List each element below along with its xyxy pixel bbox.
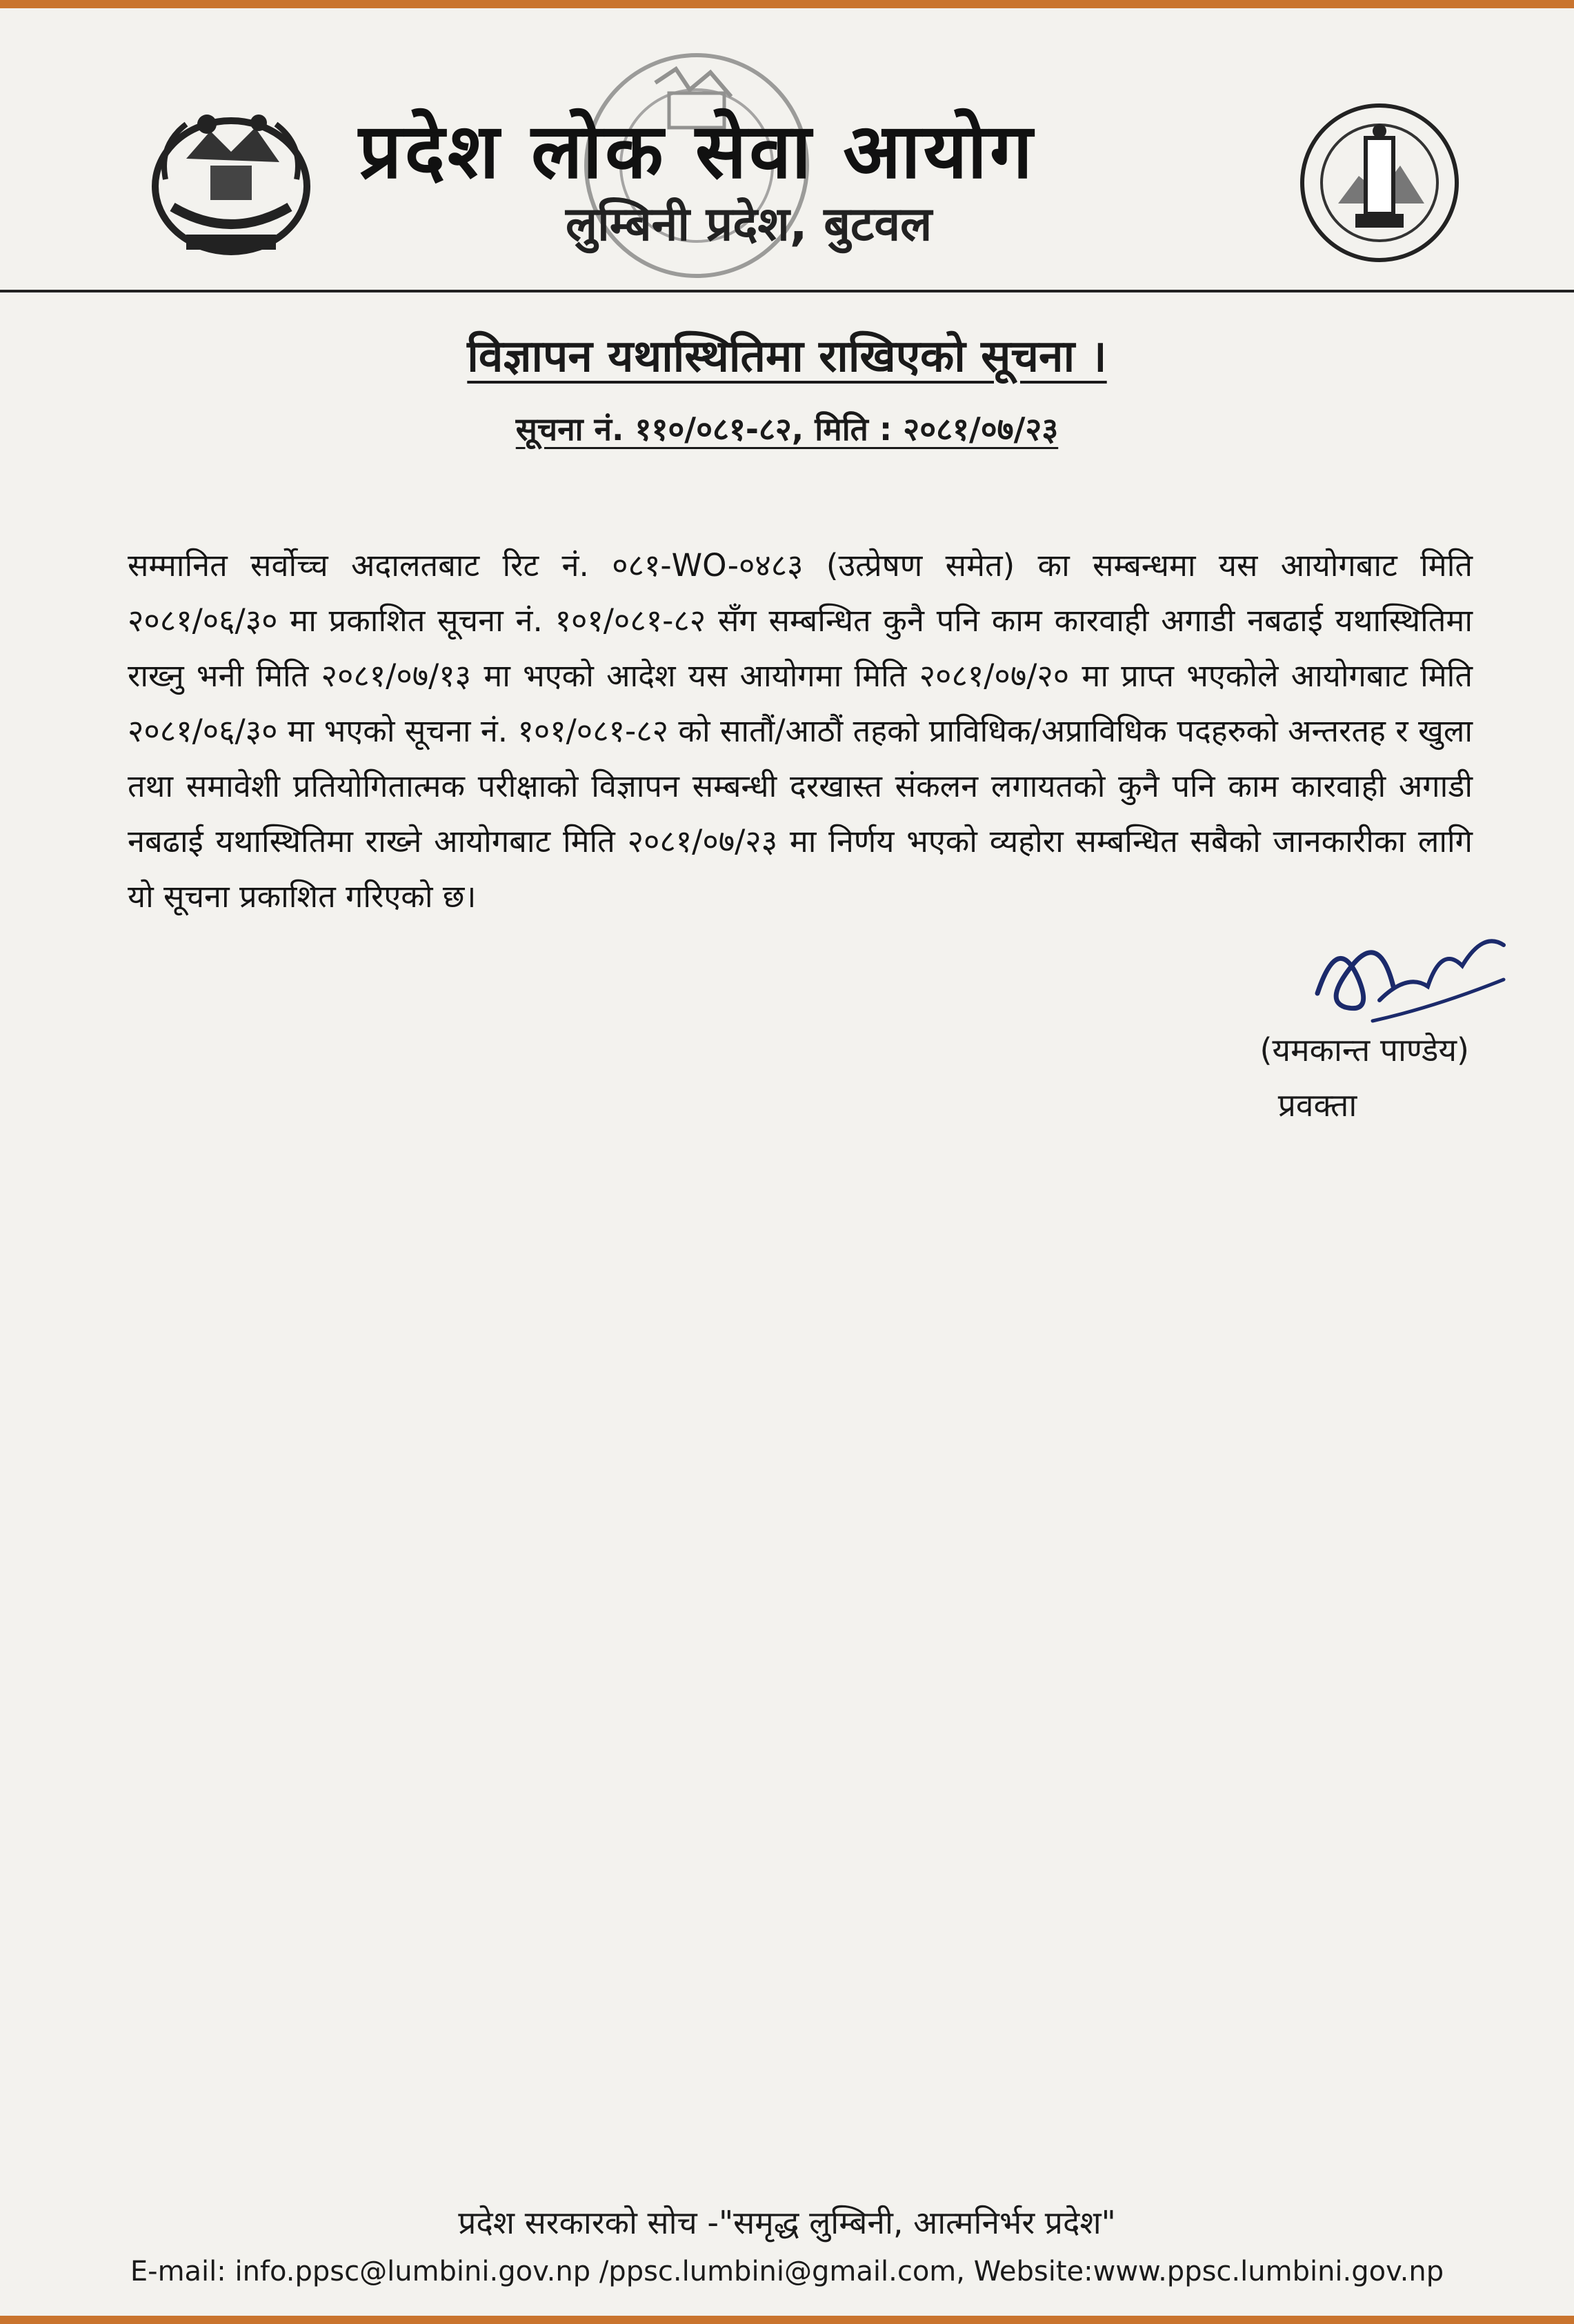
notice-reference (0, 407, 1574, 450)
signatory-designation: प्रवक्ता (1277, 1086, 1357, 1124)
footer-contact: E-mail: info.ppsc@lumbini.gov.np /ppsc.lumbini@gmail.com, Website:www.ppsc.lumbini.gov.np (130, 2256, 1444, 2287)
notice-title (0, 324, 1574, 384)
notice-title-text: विज्ञापन यथास्थितिमा राखिएको सूचना । (467, 331, 1107, 382)
top-border (0, 0, 1574, 8)
lumbini-seal-icon (1297, 100, 1462, 266)
header-divider (0, 290, 1574, 292)
signatory-name: (यमकान्त पाण्डेय) (1259, 1031, 1469, 1069)
nepal-emblem-icon (145, 103, 317, 262)
signature-mark (1297, 904, 1524, 1042)
footer-slogan: प्रदेश सरकारको सोच -"समृद्ध लुम्बिनी, आत्मनिर्भर प्रदेश" (458, 2204, 1116, 2241)
bottom-border (0, 2316, 1574, 2324)
notice-body: सम्मानित सर्वोच्च अदालतबाट रिट नं. ०८१-WO-०४८३ (उत्प्रेषण समेत) का सम्बन्धमा यस आयोगबाट मिति २०८१/०६/३० मा प्रकाशित सूचना नं. १०१/०८१-८२ सँग सम्बन्धित कुनै पनि काम कारवाही अगाडी नबढाई यथास्थितिमा राख्नु भनी मिति २०८१/०७/१३ मा भएको आदेश यस आयोगमा मिति २०८१/०७/२० मा प्राप्त भएकोले आयोगबाट मिति २०८१/०६/३० मा भएको सूचना नं. १०१/०८१-८२ को सातौं/आठौं तहको प्राविधिक/अप्राविधिक पदहरुको अन्तरतह र खुला तथा समावेशी प्रतियोगितात्मक परीक्षाको विज्ञापन सम्बन्धी दरखास्त संकलन लगायतको कुनै पनि काम कारवाही अगाडी नबढाई यथास्थितिमा राख्ने आयोगबाट मिति २०८१/०७/२३ मा निर्णय भएको व्यहोरा सम्बन्धित सबैको जानकारीका लागि यो सूचना प्रकाशित गरिएको छ। (128, 547, 1473, 915)
notice-reference-text: सूचना नं. ११०/०८१-८२, मिति : २०८१/०७/२३ (515, 410, 1059, 448)
office-location: लुम्बिनी प्रदेश, बुटवल (566, 197, 933, 252)
office-name: प्रदेश लोक सेवा आयोग (359, 107, 1035, 195)
